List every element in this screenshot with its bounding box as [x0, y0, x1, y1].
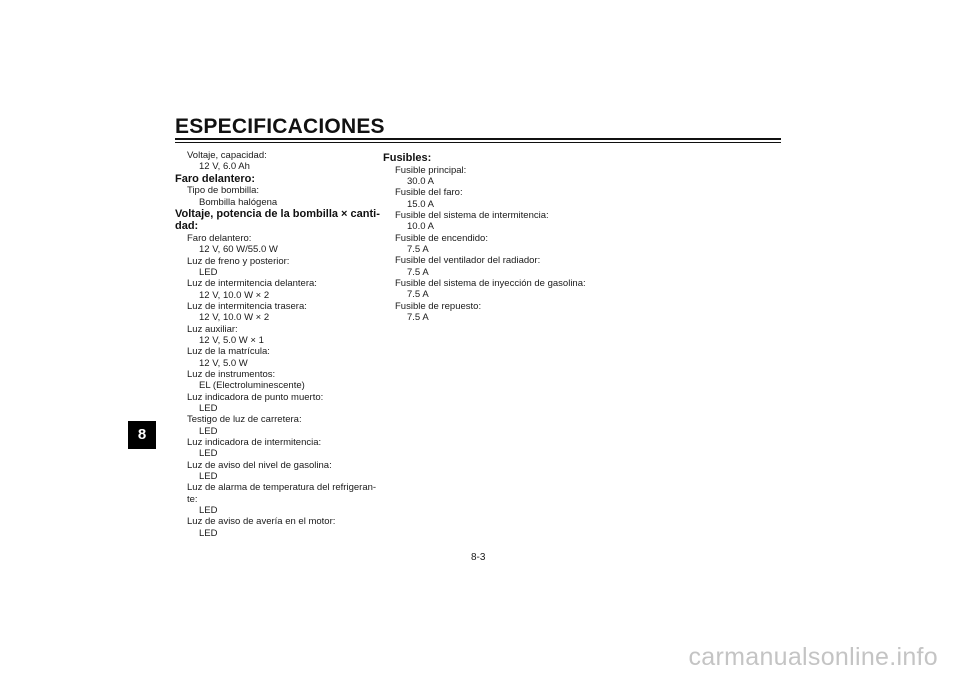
spec-label: Luz de aviso del nivel de gasolina:: [187, 459, 332, 471]
fuse-value: 30.0 A: [407, 175, 434, 187]
fuse-value: 15.0 A: [407, 198, 434, 210]
headlight-label: Tipo de bombilla:: [187, 185, 259, 197]
fuse-value: 7.5 A: [407, 289, 429, 301]
left-column: [175, 150, 380, 539]
spec-label: Luz indicadora de intermitencia:: [187, 437, 322, 449]
fuse-label: Fusible de repuesto:: [395, 300, 482, 312]
headlight-value: Bombilla halógena: [199, 196, 278, 208]
page-title: ESPECIFICACIONES: [175, 115, 385, 138]
spec-label: Luz de intermitencia delantera:: [187, 278, 317, 290]
fuse-label: Fusible principal:: [395, 164, 467, 176]
header-rule-thick: [175, 138, 781, 140]
watermark: carmanualsonline.info: [688, 643, 938, 671]
spec-value: LED: [199, 471, 218, 483]
spec-label: Testigo de luz de carretera:: [187, 414, 302, 426]
battery-value: 12 V, 6.0 Ah: [199, 161, 250, 173]
headlight-heading: Faro delantero:: [175, 172, 256, 185]
spec-label: Luz de freno y posterior:: [187, 255, 290, 267]
fuse-value: 10.0 A: [407, 221, 434, 233]
spec-label: Luz de intermitencia trasera:: [187, 300, 307, 312]
spec-value: LED: [199, 403, 218, 415]
fuse-label: Fusible del ventilador del radiador:: [395, 255, 541, 267]
spec-value: EL (Electroluminescente): [199, 380, 305, 392]
chapter-tab: 8: [128, 421, 156, 449]
spec-value: 12 V, 5.0 W: [199, 357, 248, 369]
spec-label: Faro delantero:: [187, 232, 252, 244]
spec-value: 12 V, 10.0 W × 2: [199, 289, 270, 301]
fuse-label: Fusible del faro:: [395, 187, 463, 199]
coolant-value: LED: [199, 505, 218, 517]
fuse-value: 7.5 A: [407, 243, 429, 255]
spec-value: LED: [199, 266, 218, 278]
spec-value: LED: [199, 448, 218, 460]
bulbs-heading-line1: Voltaje, potencia de la bombilla × canti-: [175, 207, 380, 220]
fuse-label: Fusible de encendido:: [395, 232, 488, 244]
coolant-label-line2: te:: [187, 493, 198, 505]
header-rule-thin: [175, 142, 781, 143]
fuse-label: Fusible del sistema de intermitencia:: [395, 209, 549, 221]
page-number: 8-3: [471, 552, 486, 563]
coolant-label-line1: Luz de alarma de temperatura del refrigeran-: [187, 482, 377, 494]
spec-label: Luz auxiliar:: [187, 323, 238, 335]
right-column: [383, 152, 613, 323]
spec-label: Luz indicadora de punto muerto:: [187, 391, 324, 403]
spec-label: Luz de instrumentos:: [187, 369, 276, 380]
engine-warning-value: LED: [199, 527, 218, 539]
fuse-label: Fusible del sistema de inyección de gasolina:: [395, 277, 586, 289]
bulbs-heading-line2: dad:: [175, 220, 199, 233]
engine-warning-label: Luz de aviso de avería en el motor:: [187, 516, 336, 528]
fuses-heading: Fusibles:: [383, 152, 432, 164]
fuse-value: 7.5 A: [407, 311, 429, 323]
spec-value: 12 V, 10.0 W × 2: [199, 312, 270, 324]
spec-value: 12 V, 60 W/55.0 W: [199, 244, 278, 256]
spec-value: 12 V, 5.0 W × 1: [199, 334, 264, 346]
battery-label: Voltaje, capacidad:: [187, 150, 267, 161]
spec-value: LED: [199, 425, 218, 437]
spec-label: Luz de la matrícula:: [187, 346, 270, 358]
fuse-value: 7.5 A: [407, 266, 429, 278]
